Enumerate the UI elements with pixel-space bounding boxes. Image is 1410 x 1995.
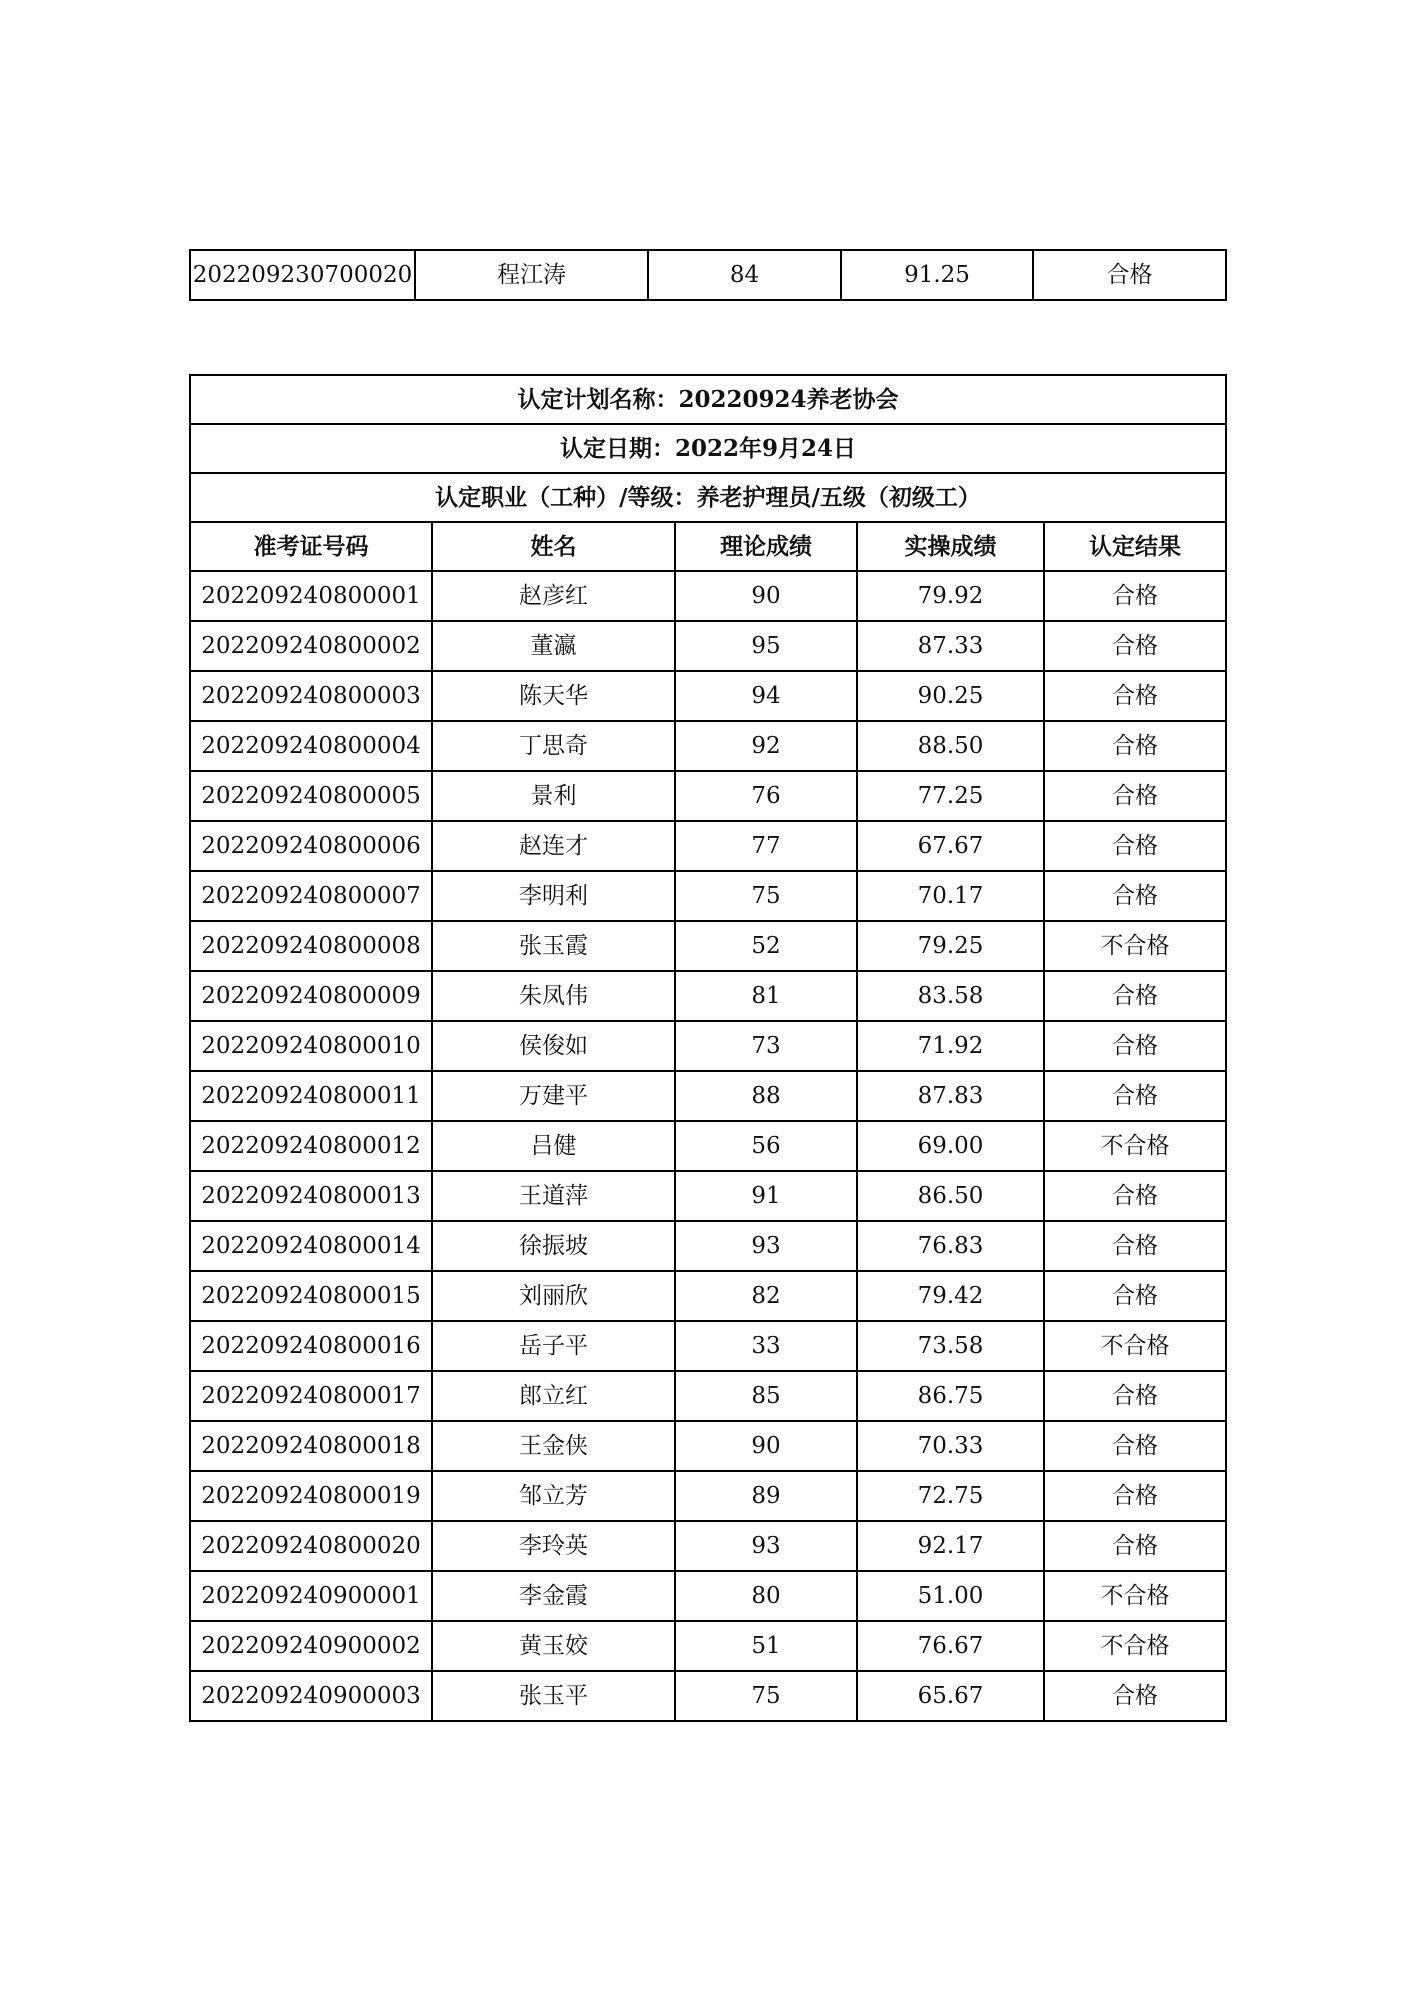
table-row bbox=[190, 821, 1226, 871]
exam-id-cell: 202209240800005 bbox=[190, 771, 432, 821]
theory-score-cell: 92 bbox=[675, 721, 857, 771]
name-cell: 郎立红 bbox=[432, 1371, 675, 1421]
name-cell: 董瀛 bbox=[432, 621, 675, 671]
name-cell: 张玉平 bbox=[432, 1671, 675, 1721]
theory-score-cell: 33 bbox=[675, 1321, 857, 1371]
table-row bbox=[190, 721, 1226, 771]
exam-id-cell: 202209240800002 bbox=[190, 621, 432, 671]
theory-score-cell: 84 bbox=[648, 250, 841, 300]
name-cell: 吕健 bbox=[432, 1121, 675, 1171]
previous-plan-table bbox=[189, 249, 1227, 301]
practical-score-cell: 72.75 bbox=[857, 1471, 1044, 1521]
practical-score-cell: 70.17 bbox=[857, 871, 1044, 921]
name-cell: 李明利 bbox=[432, 871, 675, 921]
table-row bbox=[190, 771, 1226, 821]
exam-id-cell: 202209240800013 bbox=[190, 1171, 432, 1221]
result-cell: 合格 bbox=[1044, 871, 1226, 921]
table-row bbox=[190, 1571, 1226, 1621]
header-exam-id: 准考证号码 bbox=[190, 522, 432, 571]
practical-score-cell: 86.75 bbox=[857, 1371, 1044, 1421]
table-row bbox=[190, 1671, 1226, 1721]
table-row bbox=[190, 1271, 1226, 1321]
theory-score-cell: 93 bbox=[675, 1521, 857, 1571]
exam-id-cell: 202209240800011 bbox=[190, 1071, 432, 1121]
result-cell: 合格 bbox=[1044, 771, 1226, 821]
result-cell: 合格 bbox=[1044, 1471, 1226, 1521]
header-theory-score: 理论成绩 bbox=[675, 522, 857, 571]
table-row bbox=[190, 1471, 1226, 1521]
practical-score-cell: 88.50 bbox=[857, 721, 1044, 771]
theory-score-cell: 75 bbox=[675, 1671, 857, 1721]
exam-id-cell: 202209240800010 bbox=[190, 1021, 432, 1071]
name-cell: 陈天华 bbox=[432, 671, 675, 721]
practical-score-cell: 79.42 bbox=[857, 1271, 1044, 1321]
theory-score-cell: 75 bbox=[675, 871, 857, 921]
result-cell: 合格 bbox=[1044, 971, 1226, 1021]
theory-score-cell: 73 bbox=[675, 1021, 857, 1071]
name-cell: 赵连才 bbox=[432, 821, 675, 871]
exam-id-cell: 202209240800014 bbox=[190, 1221, 432, 1271]
name-cell: 徐振坡 bbox=[432, 1221, 675, 1271]
table-row bbox=[190, 921, 1226, 971]
practical-score-cell: 70.33 bbox=[857, 1421, 1044, 1471]
result-cell: 合格 bbox=[1044, 671, 1226, 721]
table-row bbox=[190, 1021, 1226, 1071]
name-cell: 景利 bbox=[432, 771, 675, 821]
table-row bbox=[190, 1221, 1226, 1271]
theory-score-cell: 95 bbox=[675, 621, 857, 671]
theory-score-cell: 76 bbox=[675, 771, 857, 821]
theory-score-cell: 51 bbox=[675, 1621, 857, 1671]
result-cell: 不合格 bbox=[1044, 1121, 1226, 1171]
table-row bbox=[190, 671, 1226, 721]
practical-score-cell: 79.92 bbox=[857, 571, 1044, 621]
theory-score-cell: 91 bbox=[675, 1171, 857, 1221]
name-cell: 侯俊如 bbox=[432, 1021, 675, 1071]
name-cell: 朱凤伟 bbox=[432, 971, 675, 1021]
exam-id-cell: 202209240800003 bbox=[190, 671, 432, 721]
certification-results-table bbox=[189, 374, 1227, 1722]
name-cell: 邹立芳 bbox=[432, 1471, 675, 1521]
result-cell: 合格 bbox=[1033, 250, 1226, 300]
table-row bbox=[190, 1121, 1226, 1171]
table-row bbox=[190, 1071, 1226, 1121]
practical-score-cell: 91.25 bbox=[841, 250, 1033, 300]
exam-id-cell: 202209240800009 bbox=[190, 971, 432, 1021]
result-cell: 合格 bbox=[1044, 821, 1226, 871]
exam-id-cell: 202209240800012 bbox=[190, 1121, 432, 1171]
table-row bbox=[190, 1321, 1226, 1371]
result-cell: 不合格 bbox=[1044, 921, 1226, 971]
plan-date: 认定日期：2022年9月24日 bbox=[190, 424, 1226, 473]
practical-score-cell: 67.67 bbox=[857, 821, 1044, 871]
practical-score-cell: 76.67 bbox=[857, 1621, 1044, 1671]
name-cell: 程江涛 bbox=[415, 250, 648, 300]
practical-score-cell: 90.25 bbox=[857, 671, 1044, 721]
name-cell: 李金霞 bbox=[432, 1571, 675, 1621]
result-cell: 合格 bbox=[1044, 721, 1226, 771]
exam-id-cell: 202209240800019 bbox=[190, 1471, 432, 1521]
name-cell: 岳子平 bbox=[432, 1321, 675, 1371]
header-practical-score: 实操成绩 bbox=[857, 522, 1044, 571]
name-cell: 张玉霞 bbox=[432, 921, 675, 971]
table-row bbox=[190, 250, 1226, 300]
theory-score-cell: 77 bbox=[675, 821, 857, 871]
table-row bbox=[190, 621, 1226, 671]
practical-score-cell: 71.92 bbox=[857, 1021, 1044, 1071]
theory-score-cell: 82 bbox=[675, 1271, 857, 1321]
exam-id-cell: 202209240800001 bbox=[190, 571, 432, 621]
header-result: 认定结果 bbox=[1044, 522, 1226, 571]
header-name: 姓名 bbox=[432, 522, 675, 571]
result-cell: 合格 bbox=[1044, 1671, 1226, 1721]
practical-score-cell: 51.00 bbox=[857, 1571, 1044, 1621]
practical-score-cell: 77.25 bbox=[857, 771, 1044, 821]
theory-score-cell: 52 bbox=[675, 921, 857, 971]
table-row bbox=[190, 1421, 1226, 1471]
result-cell: 合格 bbox=[1044, 571, 1226, 621]
plan-name: 认定计划名称：20220924养老协会 bbox=[190, 375, 1226, 424]
theory-score-cell: 85 bbox=[675, 1371, 857, 1421]
name-cell: 黄玉姣 bbox=[432, 1621, 675, 1671]
practical-score-cell: 76.83 bbox=[857, 1221, 1044, 1271]
exam-id-cell: 202209240800017 bbox=[190, 1371, 432, 1421]
practical-score-cell: 73.58 bbox=[857, 1321, 1044, 1371]
theory-score-cell: 88 bbox=[675, 1071, 857, 1121]
theory-score-cell: 90 bbox=[675, 1421, 857, 1471]
result-cell: 合格 bbox=[1044, 1021, 1226, 1071]
practical-score-cell: 79.25 bbox=[857, 921, 1044, 971]
result-cell: 合格 bbox=[1044, 1371, 1226, 1421]
result-cell: 不合格 bbox=[1044, 1321, 1226, 1371]
exam-id-cell: 202209240800006 bbox=[190, 821, 432, 871]
practical-score-cell: 92.17 bbox=[857, 1521, 1044, 1571]
plan-occupation: 认定职业（工种）/等级：养老护理员/五级（初级工） bbox=[190, 473, 1226, 522]
result-cell: 合格 bbox=[1044, 1221, 1226, 1271]
theory-score-cell: 80 bbox=[675, 1571, 857, 1621]
name-cell: 刘丽欣 bbox=[432, 1271, 675, 1321]
table-row bbox=[190, 1171, 1226, 1221]
table-row bbox=[190, 871, 1226, 921]
practical-score-cell: 86.50 bbox=[857, 1171, 1044, 1221]
result-cell: 合格 bbox=[1044, 1271, 1226, 1321]
table-row bbox=[190, 1371, 1226, 1421]
name-cell: 万建平 bbox=[432, 1071, 675, 1121]
exam-id-cell: 202209240800015 bbox=[190, 1271, 432, 1321]
table-row bbox=[190, 571, 1226, 621]
exam-id-cell: 202209240900001 bbox=[190, 1571, 432, 1621]
name-cell: 王道萍 bbox=[432, 1171, 675, 1221]
result-cell: 合格 bbox=[1044, 1521, 1226, 1571]
practical-score-cell: 83.58 bbox=[857, 971, 1044, 1021]
result-cell: 合格 bbox=[1044, 621, 1226, 671]
theory-score-cell: 56 bbox=[675, 1121, 857, 1171]
theory-score-cell: 94 bbox=[675, 671, 857, 721]
exam-id-cell: 202209240800020 bbox=[190, 1521, 432, 1571]
theory-score-cell: 81 bbox=[675, 971, 857, 1021]
table-header-row bbox=[190, 522, 1226, 571]
exam-id-cell: 202209240800007 bbox=[190, 871, 432, 921]
exam-id-cell: 202209240800004 bbox=[190, 721, 432, 771]
result-cell: 合格 bbox=[1044, 1171, 1226, 1221]
theory-score-cell: 90 bbox=[675, 571, 857, 621]
theory-score-cell: 89 bbox=[675, 1471, 857, 1521]
practical-score-cell: 65.67 bbox=[857, 1671, 1044, 1721]
table-row bbox=[190, 971, 1226, 1021]
table-row bbox=[190, 1521, 1226, 1571]
name-cell: 赵彦红 bbox=[432, 571, 675, 621]
result-cell: 不合格 bbox=[1044, 1571, 1226, 1621]
exam-id-cell: 202209240900002 bbox=[190, 1621, 432, 1671]
practical-score-cell: 69.00 bbox=[857, 1121, 1044, 1171]
exam-id-cell: 202209240800008 bbox=[190, 921, 432, 971]
name-cell: 王金侠 bbox=[432, 1421, 675, 1471]
exam-id-cell: 202209240800016 bbox=[190, 1321, 432, 1371]
practical-score-cell: 87.33 bbox=[857, 621, 1044, 671]
exam-id-cell: 202209240900003 bbox=[190, 1671, 432, 1721]
practical-score-cell: 87.83 bbox=[857, 1071, 1044, 1121]
name-cell: 丁思奇 bbox=[432, 721, 675, 771]
exam-id-cell: 202209230700020 bbox=[190, 250, 415, 300]
name-cell: 李玲英 bbox=[432, 1521, 675, 1571]
table-row bbox=[190, 1621, 1226, 1671]
result-cell: 不合格 bbox=[1044, 1621, 1226, 1671]
result-cell: 合格 bbox=[1044, 1421, 1226, 1471]
exam-id-cell: 202209240800018 bbox=[190, 1421, 432, 1471]
theory-score-cell: 93 bbox=[675, 1221, 857, 1271]
result-cell: 合格 bbox=[1044, 1071, 1226, 1121]
